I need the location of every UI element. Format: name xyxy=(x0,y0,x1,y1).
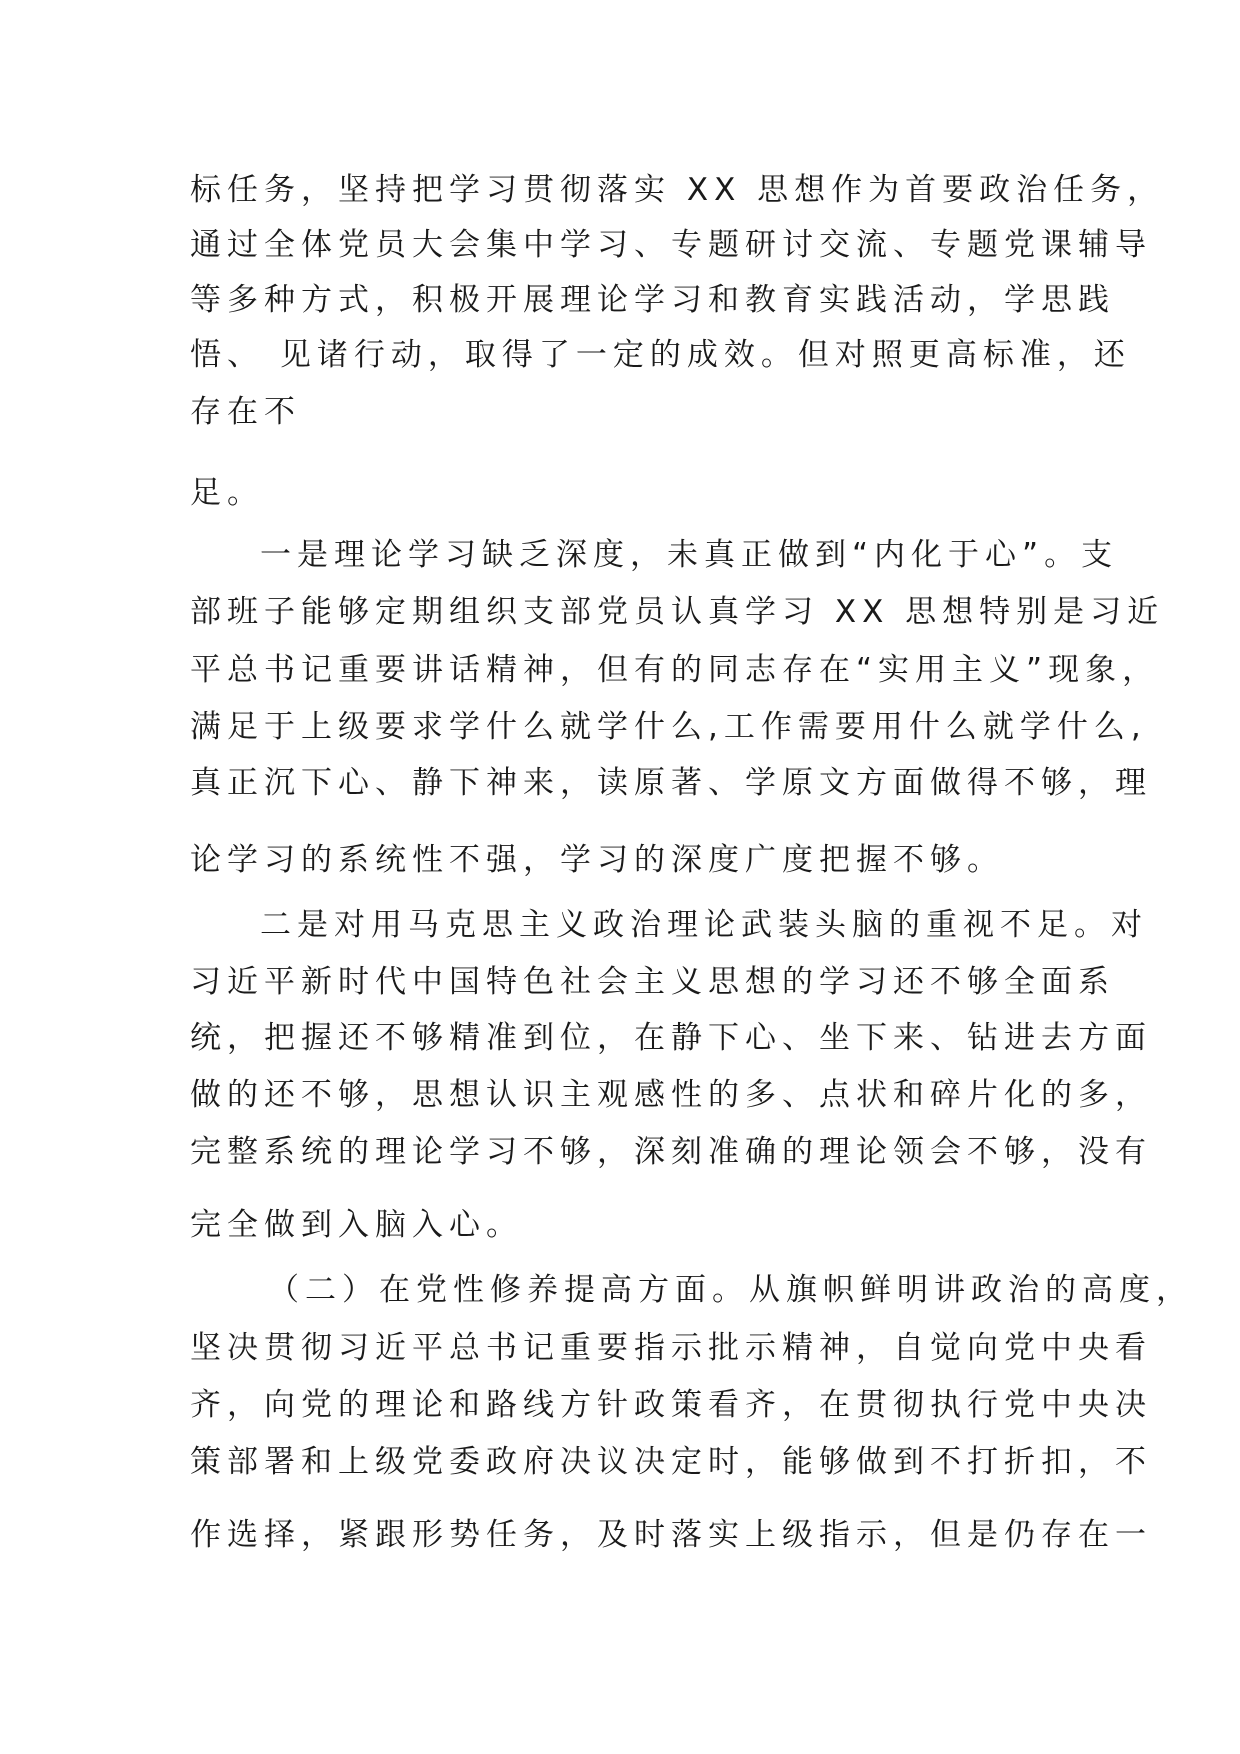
text-line: 做的还不够，思想认识主观感性的多、点状和碎片化的多， xyxy=(190,1077,1152,1113)
text-line: 统，把握还不够精准到位，在静下心、坐下来、钻进去方面 xyxy=(190,1020,1152,1056)
text-line: 论学习的系统性不强，学习的深度广度把握不够。 xyxy=(190,842,1004,878)
text-line: 平总书记重要讲话精神，但有的同志存在“实用主义”现象， xyxy=(190,652,1160,688)
text-line: 悟、 见诸行动，取得了一定的成效。但对照更高标准，还 xyxy=(190,337,1131,373)
paragraph-line: 二是对用马克思主义政治理论武装头脑的重视不足。对 xyxy=(260,907,1148,943)
text-line: 真正沉下心、静下神来，读原著、学原文方面做得不够，理 xyxy=(190,765,1152,801)
paragraph-line: 一是理论学习缺乏深度，未真正做到“内化于心”。支 xyxy=(260,537,1119,573)
text-line: 存在不 xyxy=(190,394,301,430)
text-line: 标任务，坚持把学习贯彻落实 XX 思想作为首要政治任务， xyxy=(190,172,1165,208)
text-line: 齐，向党的理论和路线方针政策看齐，在贯彻执行党中央决 xyxy=(190,1387,1152,1423)
text-line: 作选择，紧跟形势任务，及时落实上级指示，但是仍存在一 xyxy=(190,1517,1152,1553)
text-line: 满足于上级要求学什么就学什么,工作需要用什么就学什么, xyxy=(190,709,1147,745)
text-line: 完整系统的理论学习不够，深刻准确的理论领会不够，没有 xyxy=(190,1134,1152,1170)
text-line: 通过全体党员大会集中学习、专题研讨交流、专题党课辅导 xyxy=(190,227,1152,263)
section-heading-line: （二）在党性修养提高方面。从旗帜鲜明讲政治的高度， xyxy=(268,1272,1193,1308)
text-line: 足。 xyxy=(190,475,264,511)
text-line: 习近平新时代中国特色社会主义思想的学习还不够全面系 xyxy=(190,964,1115,1000)
text-line: 部班子能够定期组织支部党员认真学习 XX 思想特别是习近 xyxy=(190,594,1165,630)
text-line: 策部署和上级党委政府决议决定时，能够做到不打折扣，不 xyxy=(190,1444,1152,1480)
text-line: 等多种方式，积极开展理论学习和教育实践活动，学思践 xyxy=(190,282,1115,318)
text-line: 完全做到入脑入心。 xyxy=(190,1207,523,1243)
text-line: 坚决贯彻习近平总书记重要指示批示精神，自觉向党中央看 xyxy=(190,1330,1152,1366)
